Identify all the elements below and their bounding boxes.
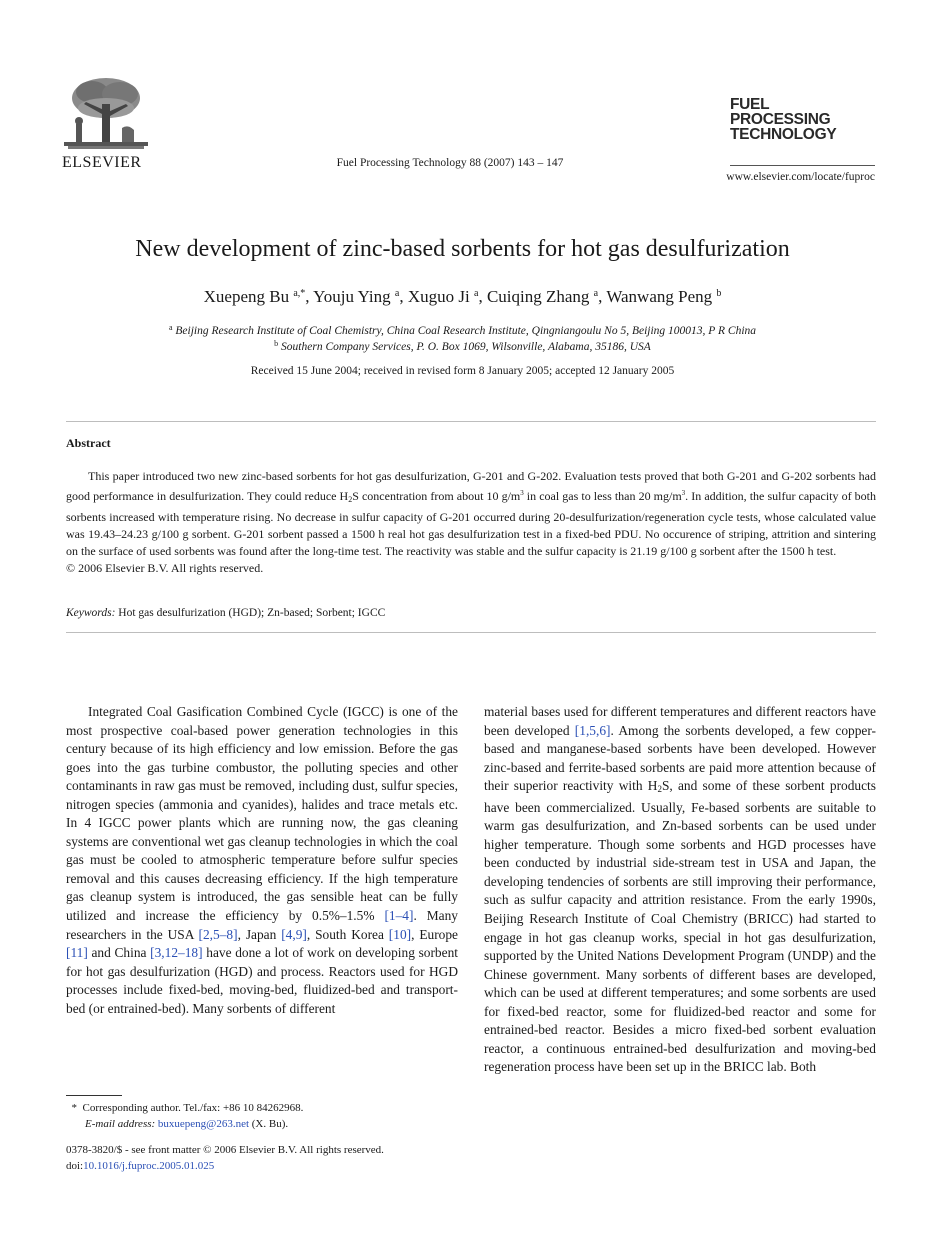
author-list: Xuepeng Bu $^{a,*}$, Youju Ying $^a$, Xuguo Ji $^a$, Cuiqing Zhang $^a$, Wanwang Peng $^b$ [203,287,722,306]
journal-reference: Fuel Processing Technology 88 (2007) 143 – 147 [336,157,564,169]
body-paragraph [66,703,458,1018]
publisher-name: ELSEVIER [62,154,142,171]
journal-brand [730,97,880,142]
affiliation-mark: b [274,339,279,348]
brand-line: PROCESSING [730,111,831,128]
issn-line: 0378-3820/$ - see front matter © 2006 Elsevier B.V. All rights reserved. [66,1144,384,1156]
abstract-text: in coal gas to less than 20 mg/m [523,489,682,504]
subscript: 2 [348,495,353,505]
superscript: 3 [520,489,524,498]
superscript: 3 [681,489,686,498]
affiliation-a [0,323,925,337]
received-dates: Received 15 June 2004; received in revised form 8 January 2005; accepted 12 January 2005 [250,365,675,377]
abstract-paragraph [66,468,876,560]
body-text: , South Korea [306,926,389,942]
elsevier-logo [62,74,154,172]
author-name: Wanwang Peng [606,287,713,306]
brand-line: FUEL [730,96,770,113]
body-text: have done a lot of work on developing sorbent for hot gas desulfurization (HGD) and process. Reactors used for HGD processes include fixed-bed, moving-bed, fluidized-bed and transport-bed (or entrained-bed). Many sorbents of different [66,945,458,1016]
abstract-top-rule [66,421,876,422]
keywords-label: Keywords: [66,607,116,619]
email-label: E-mail address: [85,1117,156,1130]
article-title: New development of zinc-based sorbents for hot gas desulfurization [135,236,790,262]
body-text: . Many researchers in the USA [66,908,458,942]
affiliation-text: Beijing Research Institute of Coal Chemistry, China Coal Research Institute, Qingniangoulu No 5, Beijing 100013, P R China [175,325,757,337]
body-text: , Europe [411,926,458,942]
abstract-text: S concentration from about 10 g/m [352,489,521,504]
author-affil-mark: a,* [293,288,306,299]
keywords [66,607,385,619]
footnote-mark: * [71,1102,77,1114]
citation-link[interactable]: [11] [66,945,88,961]
author-name: Cuiqing Zhang [486,287,590,306]
body-text: Integrated Coal Gasification Combined Cycle (IGCC) is one of the most prospective coal-based power generation technologies in this century because of its high efficiency and low emission. Before the gas goes into the gas turbine combustor, the polluting species and other contaminants in raw gas must be removed, including dust, sulfur species, nitrogen species (ammonia and cyanides), halides and trace metals etc. In 4 IGCC power plants which are running now, the gas cleaning systems are conventional wet gas cleanup technologies in which the coal gas must be cooled to atmospheric temperature before sulfur species removal and this causes decreasing efficiency. If the high temperature gas cleanup system is introduced, the gas sensible heat can be fully utilized and increase the efficiency by 0.5%–1.5% [66,704,458,924]
body-text: . Among the sorbents developed, a few copper-based and manganese-based sorbents have been developed. However zinc-based and ferrite-based sorbents are paid more attention because of their superior reactivity with H [484,722,877,794]
citation-link[interactable]: [10] [388,926,412,942]
abstract-body [66,468,876,578]
affiliation-b [0,339,925,353]
citation-link[interactable]: [3,12–18] [150,945,203,961]
body-text: material bases used for different temperatures and different reactors have been developed [484,704,876,738]
citation-link[interactable]: [1,5,6] [574,722,611,738]
footnote-rule [66,1095,122,1096]
brand-line: TECHNOLOGY [730,126,837,143]
body-paragraph [484,703,876,1077]
body-text: , Japan [237,926,282,942]
email-link[interactable]: buxuepeng@263.net [157,1117,250,1130]
body-column-right [484,703,876,1077]
affiliation-mark: a [168,323,173,332]
subscript: 2 [657,784,662,795]
corresponding-author-note [66,1101,458,1117]
author-affil-mark: a [394,288,400,299]
citation-link[interactable]: [4,9] [281,926,307,942]
body-text: and China [87,945,151,961]
body-text: S, and some of these sorbent products have been commercialized. Usually, Fe-based sorbents are suitable to warm gas desulfurization, and Zn-based sorbents can be used under higher temperature. Though some sorbents and HGD processes have been conducted by industrial side-stream test in USA and Japan, the developing tendencies of sorbents are still improving their performance, such as sulfur capacity and attrition resistance. From the early 1990s, Beijing Research Institute of Coal Chemistry (BRICC) had started to engage in hot gas cleanup works, special in hot gas desulfurization, supported by the United Nations Development Program (UNDP) and the Chinese government. Many sorbents of different bases are developed, which can be used at different temperatures; and some sorbents are used for fixed-bed reactor, some for fluidized-bed reactor and some for entrained-bed reactor. Besides a micro fixed-bed sorbent evaluation reactor, a continuous entrained-bed desulfurization and moving-bed regeneration process have been set up in the BRICC lab. Both [484,778,876,1075]
abstract-text: . In addition, the sulfur capacity of both sorbents increased with temperature rising. No decrease in sulfur capacity of G-201 occurred during 20-desulfurization/regeneration cycle tests, whose calculated value was 19.43–24.23 g/100 g sorbent. G-201 sorbent passed a 1500 h real hot gas desulfurization test in a fixed-bed PDU. No occurence of striping, attrition and sintering on the surface of used sorbents was found after the long-time test. The reactivity was stable and the sulfur capacity is 21.19 g/100 g sorbent after the 1500 h test. [66,489,876,559]
doi-label: doi: [66,1159,84,1172]
brand-divider [730,165,875,166]
abstract-heading: Abstract [66,436,111,450]
footnote [66,1101,458,1132]
copyright-notice: © 2006 Elsevier B.V. All rights reserved. [66,561,264,576]
citation-link[interactable]: [1–4] [384,908,414,924]
citation-link[interactable]: [2,5–8] [198,926,238,942]
email-note [66,1117,458,1133]
doi-link[interactable]: 10.1016/j.fuproc.2005.01.025 [83,1159,215,1172]
tree-icon [62,74,150,152]
author-name: Xuepeng Bu [203,287,290,306]
author-affil-mark: b [716,288,722,299]
body-column-left [66,703,458,1018]
author-affil-mark: a [593,288,599,299]
keywords-list: Hot gas desulfurization (HGD); Zn-based; Sorbent; IGCC [118,607,386,619]
author-name: Youju Ying [313,287,391,306]
abstract-bottom-rule [66,632,876,633]
author-affil-mark: a [473,288,479,299]
email-suffix: (X. Bu). [251,1117,289,1130]
journal-url-link[interactable]: www.elsevier.com/locate/fuproc [726,171,875,183]
doi-line [66,1159,458,1175]
author-name: Xuguo Ji [407,287,470,306]
issn-doi-block [66,1143,458,1174]
affiliation-text: Southern Company Services, P. O. Box 1069, Wilsonville, Alabama, 35186, USA [281,341,651,353]
abstract-text: This paper introduced two new zinc-based sorbents for hot gas desulfurization, G-201 and G-202. Evaluation tests proved that both G-201 and G-202 sorbents had good performance in desulfurization. They could reduce H [66,469,876,504]
corresponding-text: Corresponding author. Tel./fax: +86 10 84262968. [82,1102,304,1114]
